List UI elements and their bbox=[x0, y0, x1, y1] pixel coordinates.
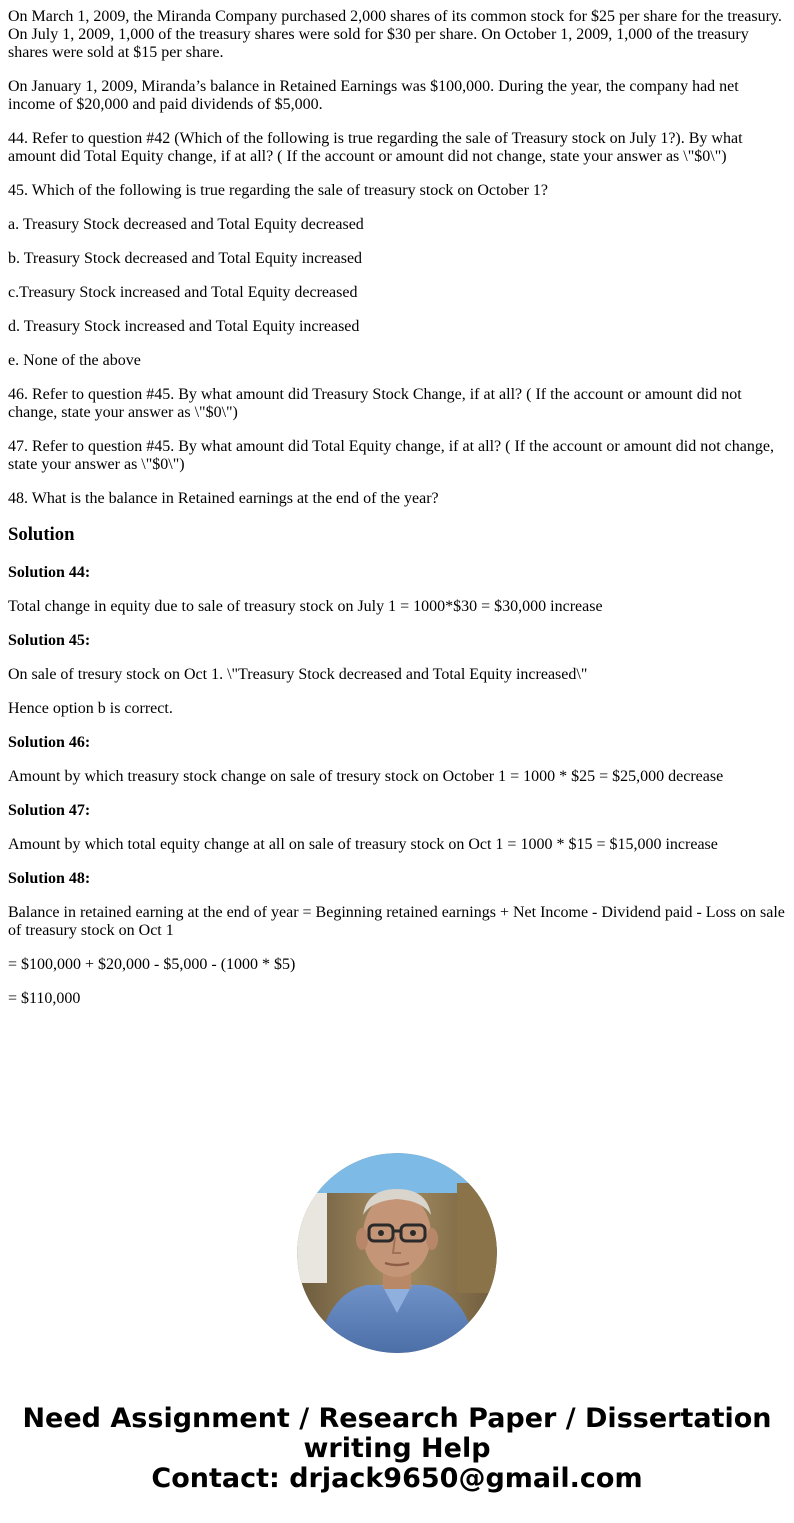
promo-line-2: writing Help bbox=[303, 1433, 491, 1464]
question-45: 45. Which of the following is true regarding the sale of treasury stock on October 1? bbox=[8, 182, 548, 199]
solution-44-title: Solution 44: bbox=[8, 564, 91, 581]
solution-44-text: Total change in equity due to sale of treasury stock on July 1 = 1000*$30 = $30,000 increase bbox=[8, 598, 603, 615]
option-e: e. None of the above bbox=[8, 352, 141, 369]
solution-46-text: Amount by which treasury stock change on sale of tresury stock on October 1 = 1000 * $25 = $25,000 decrease bbox=[8, 768, 724, 785]
option-d: d. Treasury Stock increased and Total Equity increased bbox=[8, 318, 360, 335]
question-intro-1: On March 1, 2009, the Miranda Company purchased 2,000 shares of its common stock for $25 per share for the treasury. On July 1, 2009, 1,000 of the treasury shares were sold for $30 per share. On October 1, 2009, 1,000 of the treasury shares were sold at $15 per share. bbox=[8, 8, 782, 61]
author-photo-icon bbox=[297, 1153, 497, 1353]
solution-45-title: Solution 45: bbox=[8, 632, 91, 649]
solution-47-title: Solution 47: bbox=[8, 802, 91, 819]
solution-48-result: = $110,000 bbox=[8, 990, 81, 1007]
solution-48-text: Balance in retained earning at the end of year = Beginning retained earnings + Net Income - Dividend paid - Loss on sale of treasury stock on Oct 1 bbox=[8, 904, 785, 939]
question-46: 46. Refer to question #45. By what amount did Treasury Stock Change, if at all? ( If the account or amount did not change, state your answer as \"$0\") bbox=[8, 386, 742, 421]
solution-45-conclusion: Hence option b is correct. bbox=[8, 700, 173, 717]
question-44: 44. Refer to question #42 (Which of the following is true regarding the sale of Treasury stock on July 1?). By what amount did Total Equity change, if at all? ( If the account or amount did not change, state your answer as \"$0\") bbox=[8, 130, 743, 165]
question-intro-2: On January 1, 2009, Miranda’s balance in Retained Earnings was $100,000. During the year, the company had net income of $20,000 and paid dividends of $5,000. bbox=[8, 78, 739, 113]
author-avatar bbox=[297, 1153, 497, 1353]
solution-48-calc: = $100,000 + $20,000 - $5,000 - (1000 * $5) bbox=[8, 956, 296, 973]
question-47: 47. Refer to question #45. By what amount did Total Equity change, if at all? ( If the account or amount did not change, state your answer as \"$0\") bbox=[8, 438, 774, 473]
promo-contact-email: Contact: drjack9650@gmail.com bbox=[151, 1463, 643, 1494]
solution-48-title: Solution 48: bbox=[8, 870, 91, 887]
solution-46-title: Solution 46: bbox=[8, 734, 91, 751]
solution-45-text: On sale of tresury stock on Oct 1. \"Treasury Stock decreased and Total Equity increased\" bbox=[8, 666, 588, 683]
option-c: c.Treasury Stock increased and Total Equity decreased bbox=[8, 284, 358, 301]
promo-footer bbox=[0, 1404, 794, 1494]
promo-line-1: Need Assignment / Research Paper / Dissertation bbox=[22, 1403, 772, 1434]
option-b: b. Treasury Stock decreased and Total Equity increased bbox=[8, 250, 363, 267]
solution-heading: Solution bbox=[8, 524, 75, 545]
option-a: a. Treasury Stock decreased and Total Equity decreased bbox=[8, 216, 364, 233]
document-body bbox=[8, 8, 786, 1024]
question-48: 48. What is the balance in Retained earnings at the end of the year? bbox=[8, 490, 439, 507]
solution-47-text: Amount by which total equity change at all on sale of treasury stock on Oct 1 = 1000 * $15 = $15,000 increase bbox=[8, 836, 718, 853]
